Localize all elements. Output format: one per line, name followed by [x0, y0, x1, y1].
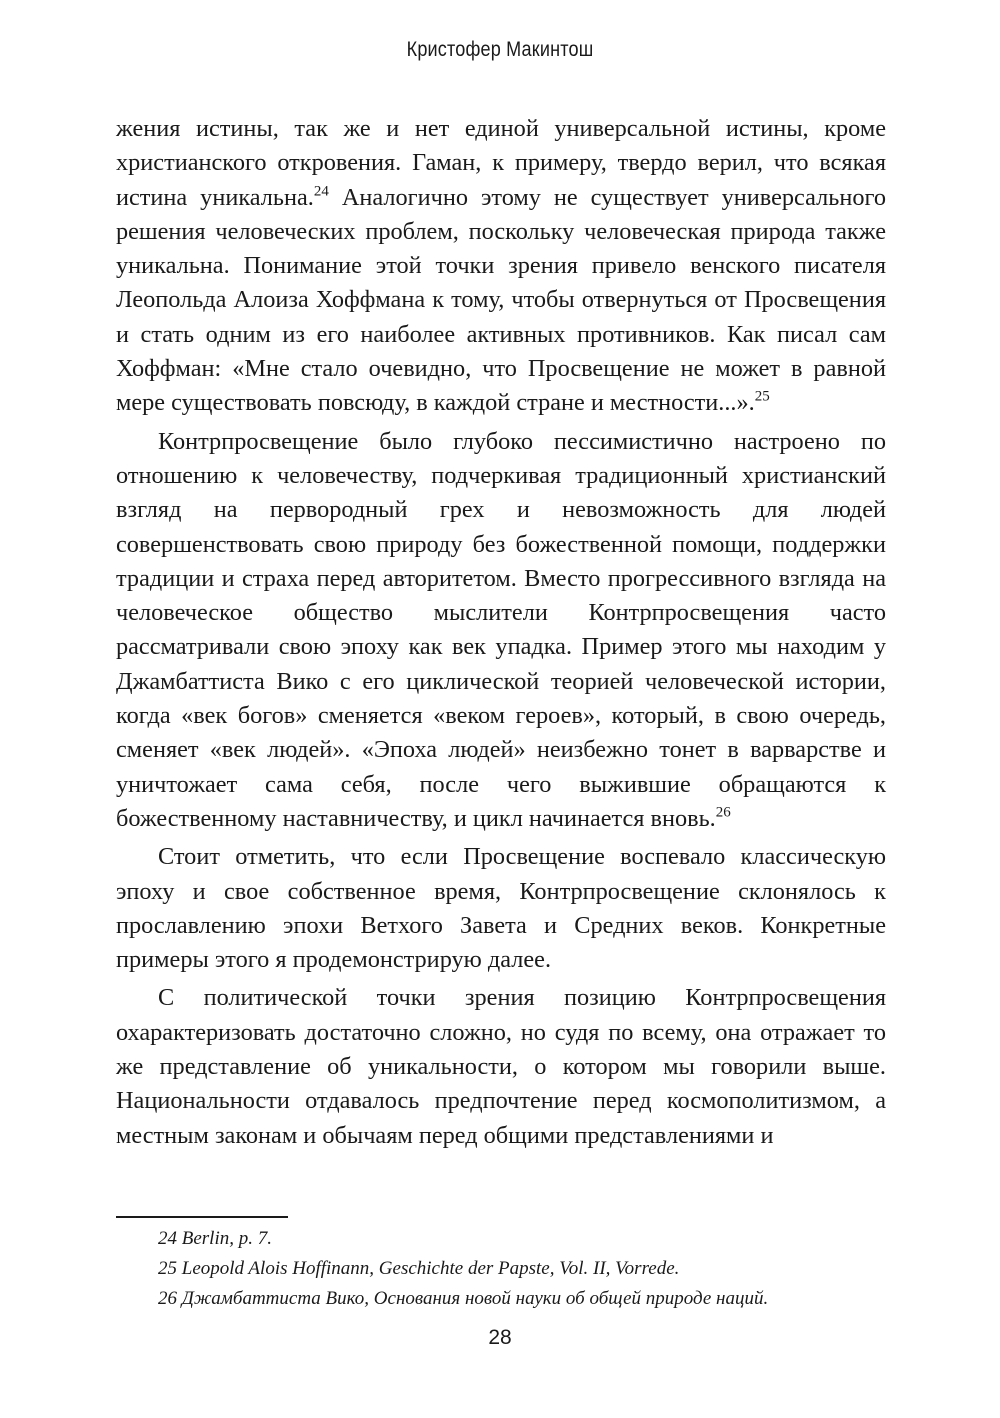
- paragraph-2: [116, 425, 886, 837]
- footnote-ref-26[interactable]: 26: [715, 804, 731, 821]
- footnote-ref-25[interactable]: 25: [754, 388, 770, 405]
- paragraph-1-part-1: жения истины, так же и нет единой универсальной истины, кроме христианского откровения. Гаман, к примеру, твердо верил, что всякая истина уникальна.: [116, 115, 886, 211]
- body-text: [116, 112, 886, 1153]
- footnote-separator: [116, 1216, 288, 1218]
- paragraph-1: [116, 112, 886, 421]
- running-head: Кристофер Макинтош: [406, 38, 594, 61]
- footnote-26: 26 Джамбаттиста Вико, Основания новой науки об общей природе наций.: [158, 1288, 769, 1309]
- paragraph-3: Стоит отметить, что если Просвещение воспевало классическую эпоху и свое собственное время, Контрпросвещение склонялось к прославлению эпохи Ветхого Завета и Средних веков. Конкретные примеры этого я продемонстрирую далее.: [116, 843, 886, 974]
- footnote-25: 25 Leopold Alois Hoffinann, Geschichte der Papste, Vol. II, Vorrede.: [158, 1258, 680, 1279]
- page-number: 28: [488, 1326, 512, 1349]
- footnote-24: 24 Berlin, p. 7.: [158, 1228, 272, 1249]
- footnotes: [158, 1224, 888, 1314]
- paragraph-1-part-2: Аналогично этому не существует универсального решения человеческих проблем, поскольку человеческая природа также уникальна. Понимание этой точки зрения привело венского писателя Леопольда Алоиза Хоффмана к тому, чтобы отвернуться от Просвещения и стать одним из его наиболее активных противников. Как писал сам Хоффман: «Мне стало очевидно, что Просвещение не может в равной мере существовать повсюду, в каждой стране и местности...».: [116, 183, 886, 417]
- paragraph-2-text: Контрпросвещение было глубоко пессимистично настроено по отношению к человечеству, подчеркивая традиционный христианский взгляд на первородный грех и невозможность для людей совершенствовать свою природу без божественной помощи, поддержки традиции и страха перед авторитетом. Вместо прогрессивного взгляда на человеческое общество мыслители Контрпросвещения часто рассматривали свою эпоху как век упадка. Пример этого мы находим у Джамбаттиста Вико с его циклической теорией человеческой истории, когда «век богов» сменяется «веком героев», который, в свою очередь, сменяет «век людей». «Эпоха людей» неизбежно тонет в варварстве и уничтожает сама себя, после чего выжившие обращаются к божественному наставничеству, и цикл начинается вновь.: [116, 427, 886, 832]
- footnote-ref-24[interactable]: 24: [313, 182, 329, 199]
- paragraph-4: С политической точки зрения позицию Контрпросвещения охарактеризовать достаточно сложно, но судя по всему, она отражает то же представление об уникальности, о котором мы говорили выше. Национальности отдавалось предпочтение перед космополитизмом, а местным законам и обычаям перед общими представлениями и: [116, 984, 886, 1149]
